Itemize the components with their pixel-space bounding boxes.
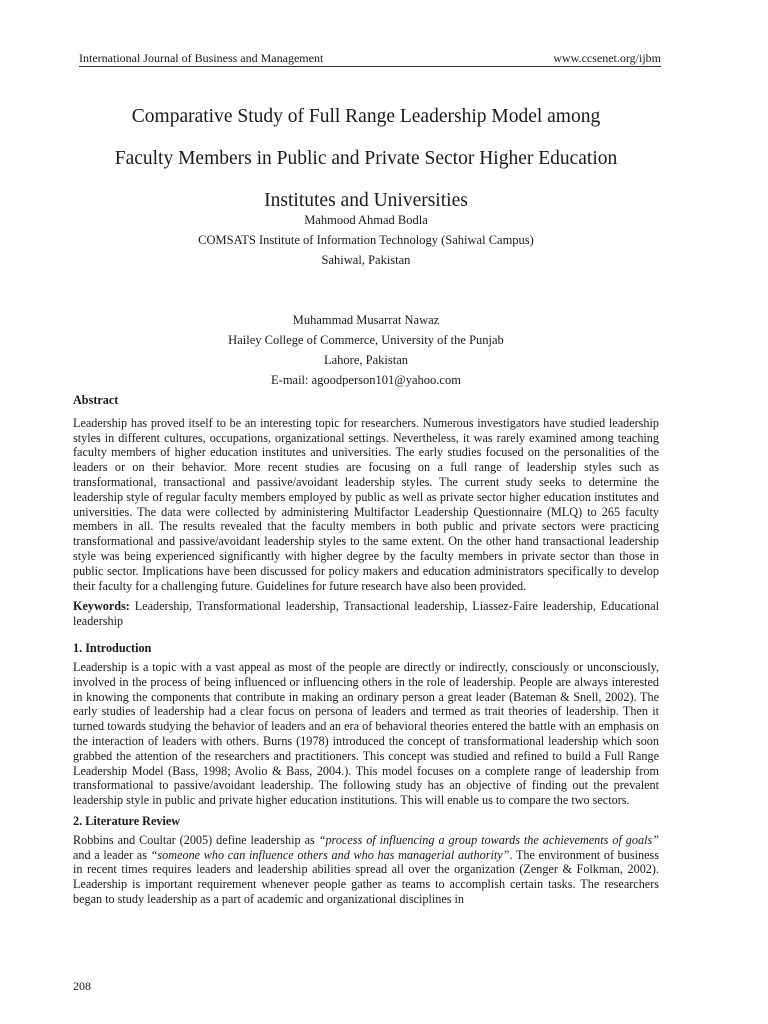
author-affiliation: COMSATS Institute of Information Technology (Sahiwal Campus) [198, 233, 534, 247]
paper-title [60, 96, 672, 222]
keywords-text: Leadership, Transformational leadership, Transactional leadership, Liassez-Faire leadership, Educational leadership [73, 599, 659, 629]
literature-text-part: . The environment of business in recent times requires leaders and leadership abilities spread all over the organization (Zenger & Folkman, 2002). Leadership is important requirement whenever people gather as teams to accomplish certain tasks. The researchers began to study leadership as a part of academic and organizational disciplines in [73, 847, 659, 906]
literature-text-part: Robbins and Coultar (2005) define leadership as [73, 832, 319, 847]
author-location: Lahore, Pakistan [323, 353, 408, 367]
paper-body [73, 393, 659, 907]
title-line-1: Comparative Study of Full Range Leadership Model among [131, 106, 601, 127]
journal-url: www.ccsenet.org/ijbm [553, 51, 661, 65]
abstract-heading: Abstract [73, 393, 119, 407]
keywords [73, 599, 659, 629]
page-number: 208 [73, 979, 91, 993]
section-heading-literature-review: 2. Literature Review [73, 813, 181, 828]
author-affiliation: Hailey College of Commerce, University of the Punjab [228, 333, 504, 347]
title-line-3: Institutes and Universities [264, 190, 468, 211]
author-location: Sahiwal, Pakistan [321, 253, 411, 267]
author-block [60, 210, 672, 390]
abstract-text: Leadership has proved itself to be an interesting topic for researchers. Numerous investigators have studied leadership styles in different cultures, occupations, organizational settings. Nevertheless, it was rarely examined among teaching faculty members of higher education institutes and universities. The early studies focused on the personalities of the leaders or on their behavior. More recent studies are focusing on a full range of leadership styles such as transformational, transactional and passive/avoidant leadership styles. The current study seeks to determine the leadership style of regular faculty members employed by public as well as private sector higher education institutes and universities. The data were collected by administering Multifactor Leadership Questionnaire (MLQ) to 265 faculty members in all. The results revealed that the faculty members in both public and private sectors were practicing transformational and passive/avoidant leadership styles to the same extent. On the other hand transactional leadership style was being experienced significantly with higher degree by the faculty members in private sector than those in public sector. Implications have been discussed for policy makers and education administrators specifically to develop their faculty for a challenging future. Guidelines for future research have also been provided. [73, 415, 659, 593]
author-email: E-mail: agoodperson101@yahoo.com [271, 373, 461, 387]
literature-review-text [73, 833, 659, 907]
literature-text-part: and a leader as [73, 847, 151, 862]
leadership-definition-quote: “process of influencing a group towards the achievements of goals” [318, 832, 659, 847]
running-header [79, 50, 661, 66]
author-name: Mahmood Ahmad Bodla [304, 213, 428, 227]
keywords-label: Keywords: [73, 599, 130, 614]
header-divider [79, 66, 661, 67]
journal-name: International Journal of Business and Management [79, 51, 324, 65]
author-name: Muhammad Musarrat Nawaz [292, 313, 440, 327]
section-heading-introduction: 1. Introduction [73, 641, 152, 656]
leader-definition-quote: “someone who can influence others and who has managerial authority” [150, 847, 510, 862]
title-line-2: Faculty Members in Public and Private Sector Higher Education [114, 148, 618, 169]
introduction-text: Leadership is a topic with a vast appeal as most of the people are directly or indirectly, consciously or unconsciously, involved in the process of being influenced or influencing others in the role of leadership. People are always interested in knowing the components that contribute in making an ordinary person a great leader (Bateman & Snell, 2002). The early studies of leadership had a clear focus on persona of leaders and termed as trait theories of leadership. Then it turned towards studying the behavior of leaders and an era of behavioral theories entered the battle with an emphasis on the interaction of leaders with others. Burns (1978) introduced the concept of transformational leadership which soon grabbed the attention of the researchers and practitioners. This concept was studied and refined to build a Full Range Leadership Model (Bass, 1998; Avolio & Bass, 2004.). This model focuses on a complete range of leadership from transformational to passive/avoidant leadership. The following study has an objective of finding out the prevalent leadership style in public and private higher education institutions. This will enable us to compare the two sectors. [73, 659, 659, 808]
